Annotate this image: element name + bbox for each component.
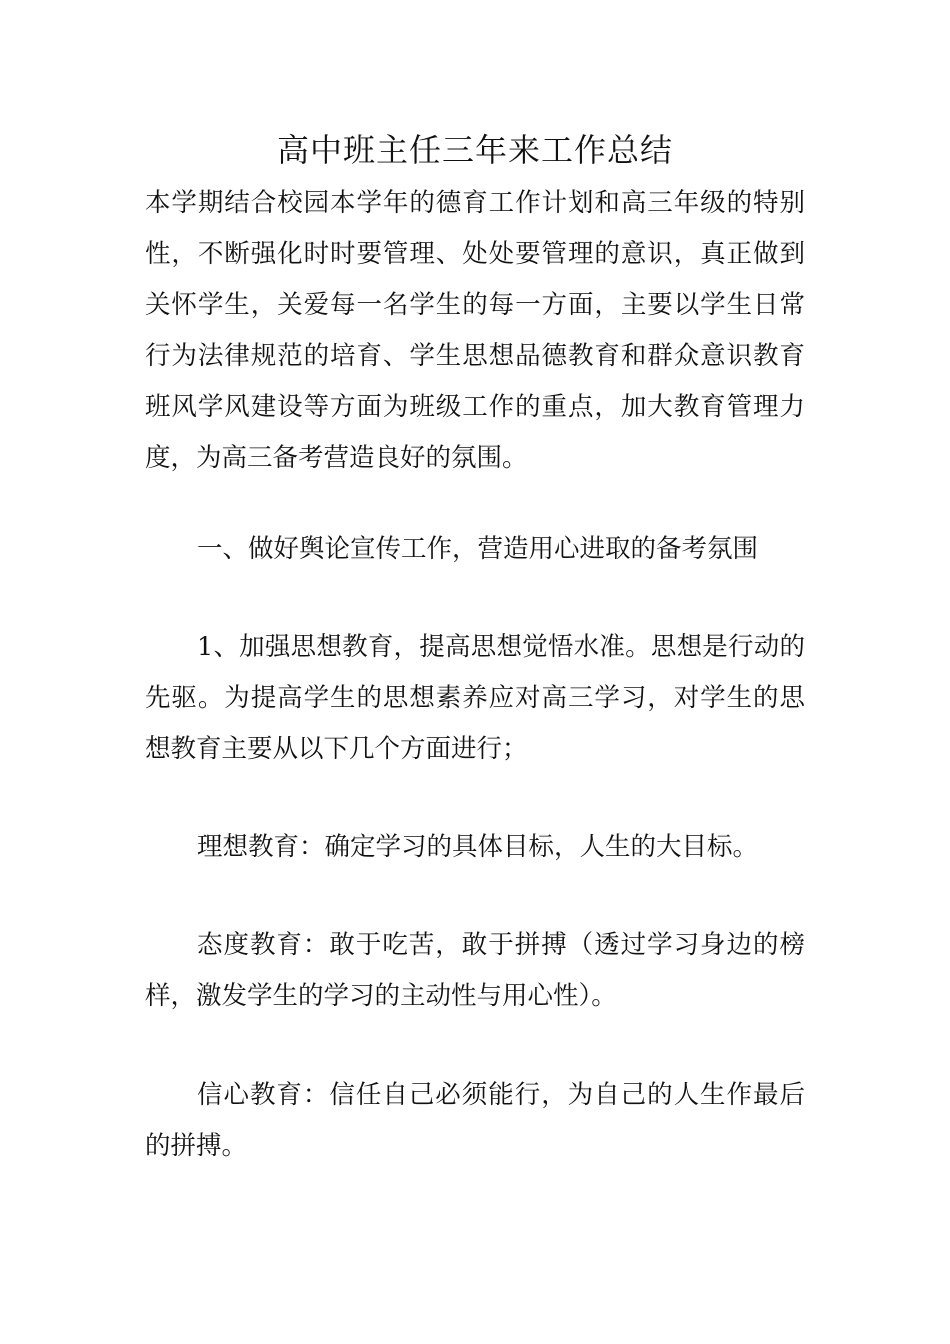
item-paragraph: 1、加强思想教育，提高思想觉悟水准。思想是行动的先驱。为提高学生的思想素养应对高三学习，对学生的思想教育主要从以下几个方面进行； — [145, 632, 805, 764]
ideal-paragraph: 理想教育：确定学习的具体目标，人生的大目标。 — [197, 832, 759, 862]
document-title: 高中班主任三年来工作总结 — [276, 131, 673, 169]
confidence-paragraph: 信心教育：信任自己必须能行，为自己的人生作最后的拼搏。 — [145, 1080, 805, 1161]
section-heading: 一、做好舆论宣传工作，营造用心进取的备考氛围 — [197, 534, 759, 564]
attitude-paragraph: 态度教育：敢于吃苦，敢于拼搏（透过学习身边的榜样，激发学生的学习的主动性与用心性）。 — [145, 930, 805, 1011]
intro-paragraph: 本学期结合校园本学年的德育工作计划和高三年级的特别性，不断强化时时要管理、处处要管理的意识，真正做到关怀学生，关爱每一名学生的每一方面，主要以学生日常行为法律规范的培育、学生思想品德教育和群众意识教育班风学风建设等方面为班级工作的重点，加大教育管理力度，为高三备考营造良好的氛围。 — [145, 188, 805, 473]
